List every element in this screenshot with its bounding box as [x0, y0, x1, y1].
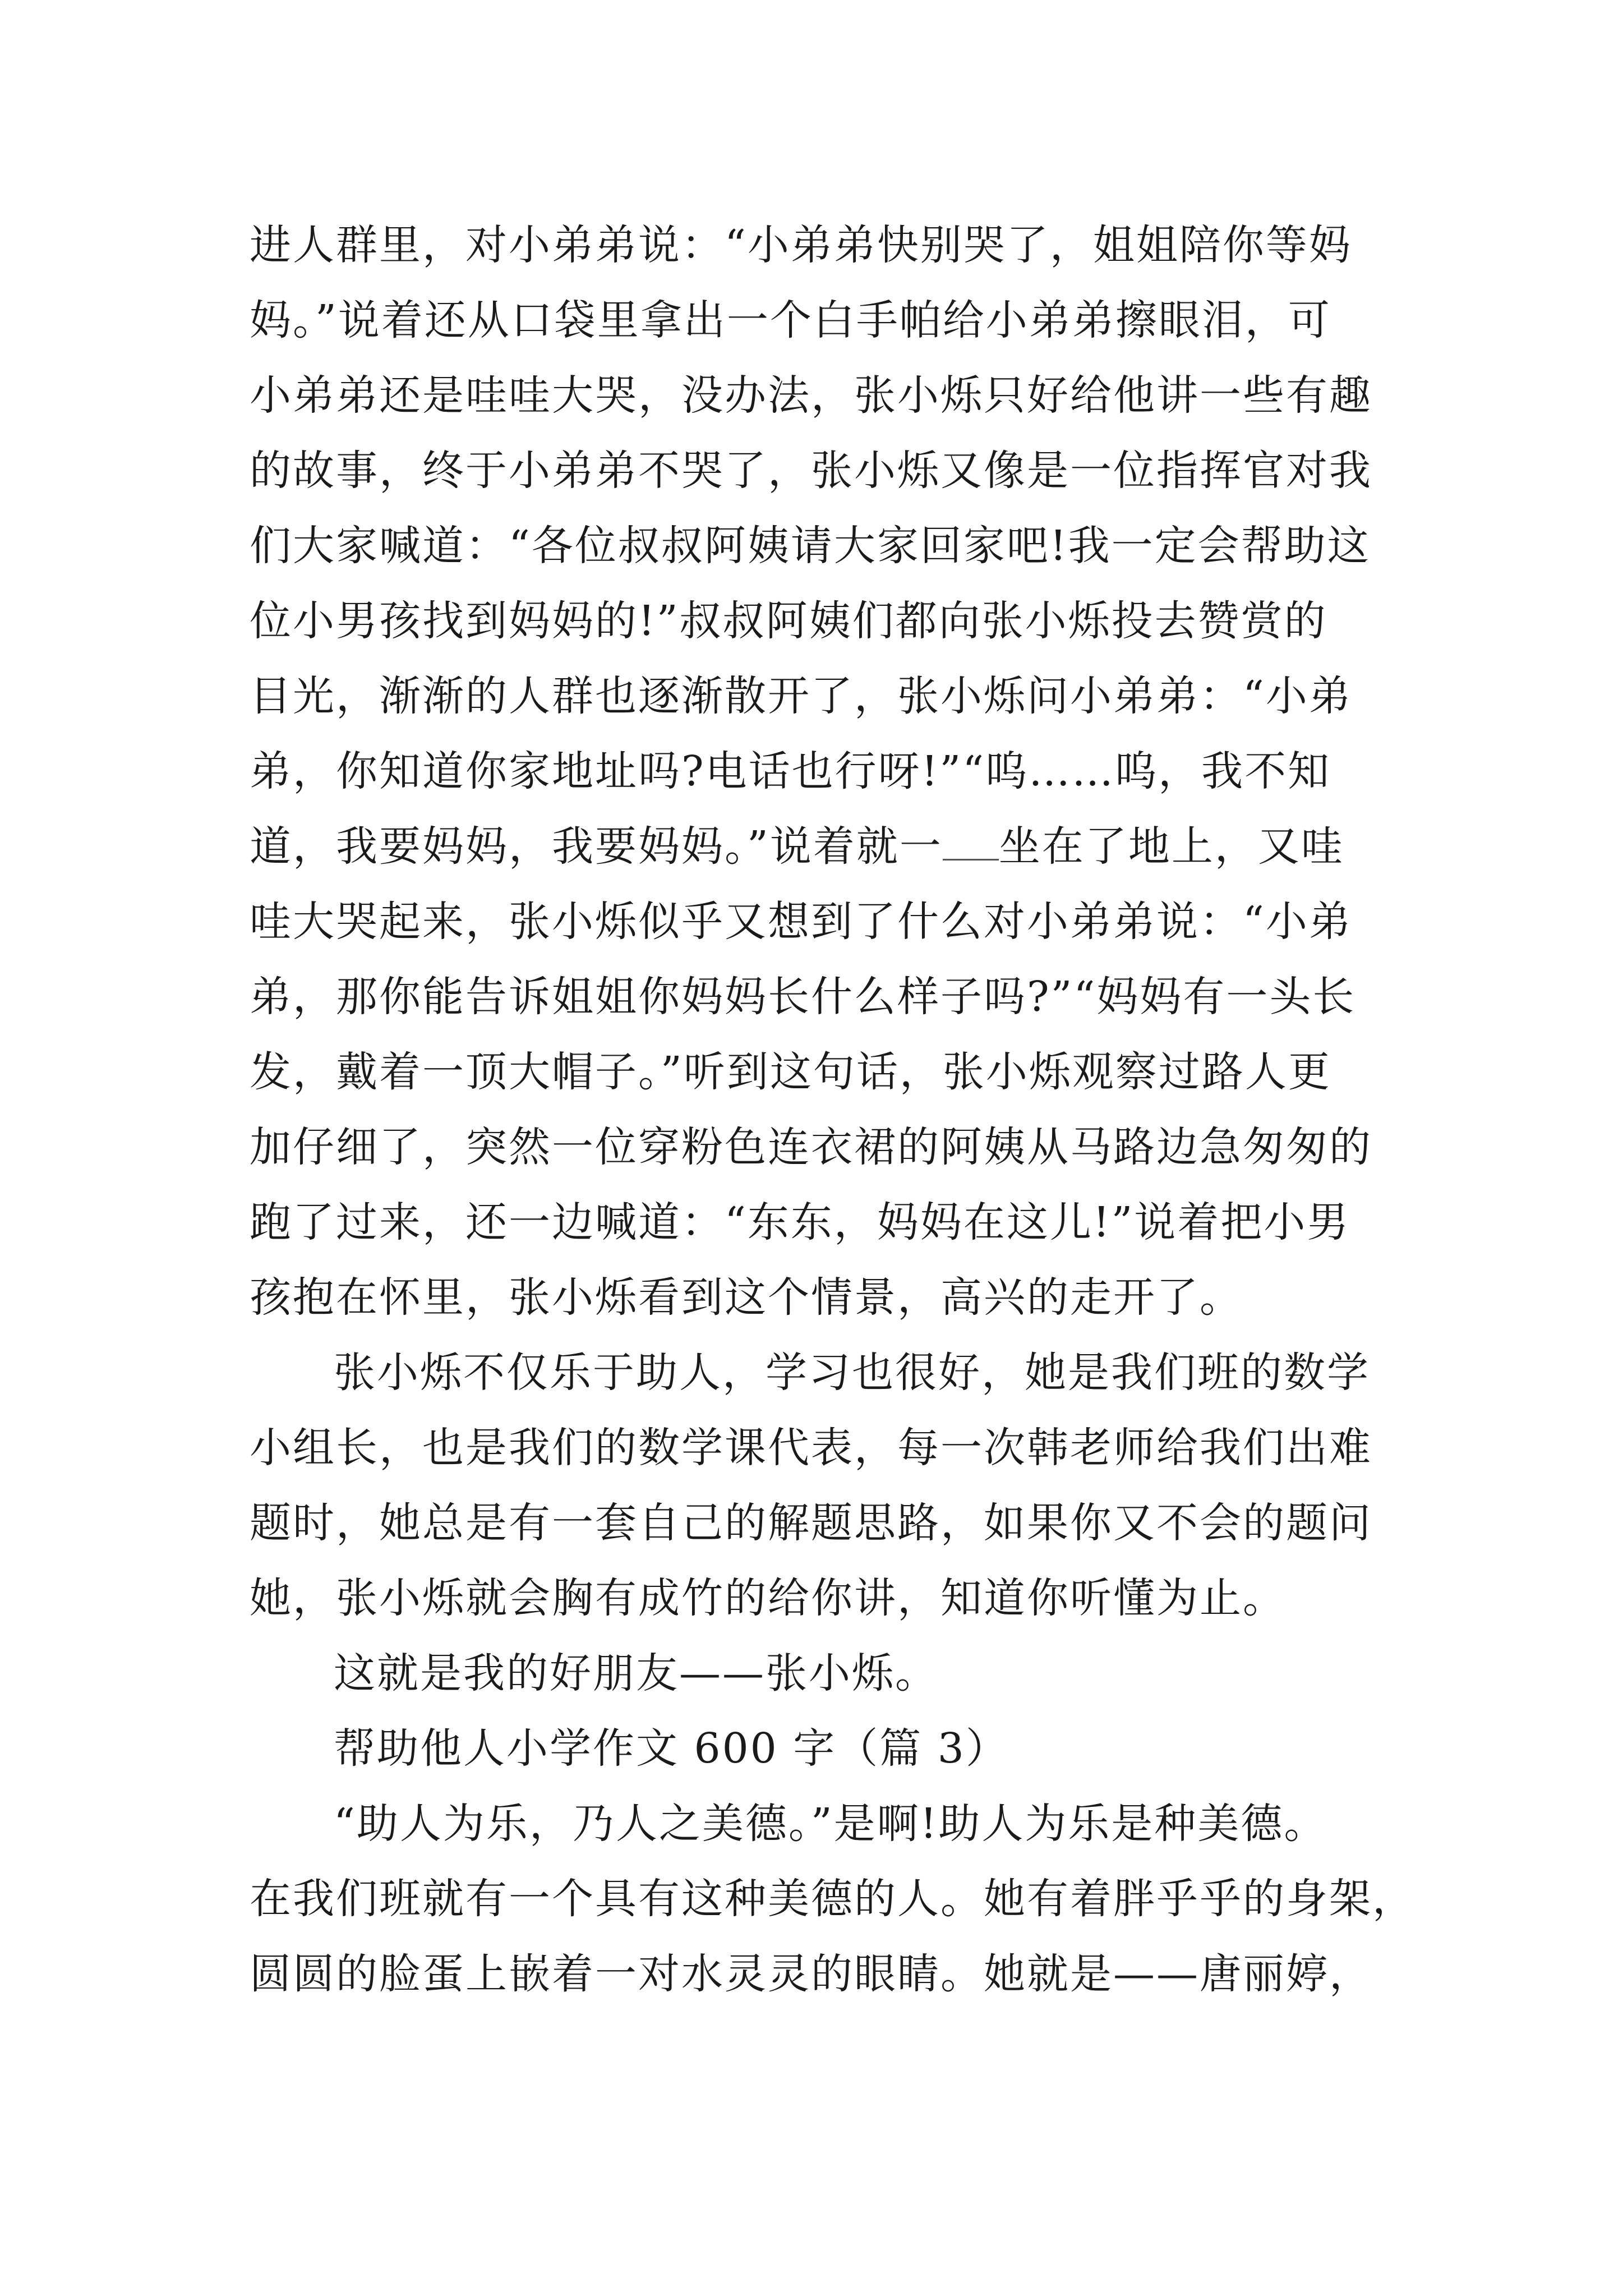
text-line: 她，张小烁就会胸有成竹的给你讲，知道你听懂为止。 — [250, 1574, 1286, 1622]
text-fragment: 坐在了地上，又哇 — [998, 822, 1344, 871]
text-line-with-blank — [250, 809, 1394, 884]
text-line: 哇大哭起来，张小烁似乎又想到了什么对小弟弟说：“小弟 — [250, 898, 1352, 946]
section-heading: 帮助他人小学作文 600 字（篇 3） — [334, 1724, 1009, 1773]
text-line: 在我们班就有一个具有这种美德的人。她有着胖乎乎的身架， — [250, 1875, 1415, 1923]
fill-in-blank — [943, 848, 999, 861]
text-line: 进人群里，对小弟弟说：“小弟弟快别哭了，姐姐陪你等妈 — [250, 221, 1352, 269]
text-line: 题时，她总是有一套自己的解题思路，如果你又不会的题问 — [250, 1499, 1372, 1547]
text-line: 们大家喊道：“各位叔叔阿姨请大家回家吧!我一定会帮助这 — [250, 522, 1371, 570]
text-line: 弟，你知道你家地址吗?电话也行呀!”“呜……呜，我不知 — [250, 747, 1331, 795]
text-line: 目光，渐渐的人群也逐渐散开了，张小烁问小弟弟：“小弟 — [250, 672, 1352, 720]
text-line: 小弟弟还是哇哇大哭，没办法，张小烁只好给他讲一些有趣 — [250, 371, 1372, 420]
text-line: 位小男孩找到妈妈的!”叔叔阿姨们都向张小烁投去赞赏的 — [250, 597, 1327, 645]
text-line: 小组长，也是我们的数学课代表，每一次韩老师给我们出难 — [250, 1424, 1372, 1472]
text-line: 妈。”说着还从口袋里拿出一个白手帕给小弟弟擦眼泪，可 — [250, 296, 1331, 344]
text-line: 弟，那你能告诉姐姐你妈妈长什么样子吗?”“妈妈有一头长 — [250, 973, 1356, 1021]
text-line: 圆圆的脸蛋上嵌着一对水灵灵的眼睛。她就是——唐丽婷， — [250, 1950, 1372, 1998]
closing-sentence: 这就是我的好朋友——张小烁。 — [334, 1649, 938, 1697]
text-line: 孩抱在怀里，张小烁看到这个情景，高兴的走开了。 — [250, 1273, 1243, 1322]
paragraph-first-line: “助人为乐，乃人之美德。”是啊!助人为乐是种美德。 — [334, 1800, 1327, 1848]
text-line: 跑了过来，还一边喊道：“东东，妈妈在这儿!”说着把小男 — [250, 1198, 1350, 1246]
text-fragment: 道，我要妈妈，我要妈妈。”说着就一 — [250, 822, 943, 871]
document-body — [250, 208, 1415, 2012]
paragraph-first-line: 张小烁不仅乐于助人，学习也很好，她是我们班的数学 — [334, 1349, 1370, 1397]
text-line: 加仔细了，突然一位穿粉色连衣裙的阿姨从马路边急匆匆的 — [250, 1123, 1372, 1171]
text-line: 的故事，终于小弟弟不哭了，张小烁又像是一位指挥官对我 — [250, 447, 1372, 495]
text-line: 发，戴着一顶大帽子。”听到这句话，张小烁观察过路人更 — [250, 1048, 1331, 1096]
